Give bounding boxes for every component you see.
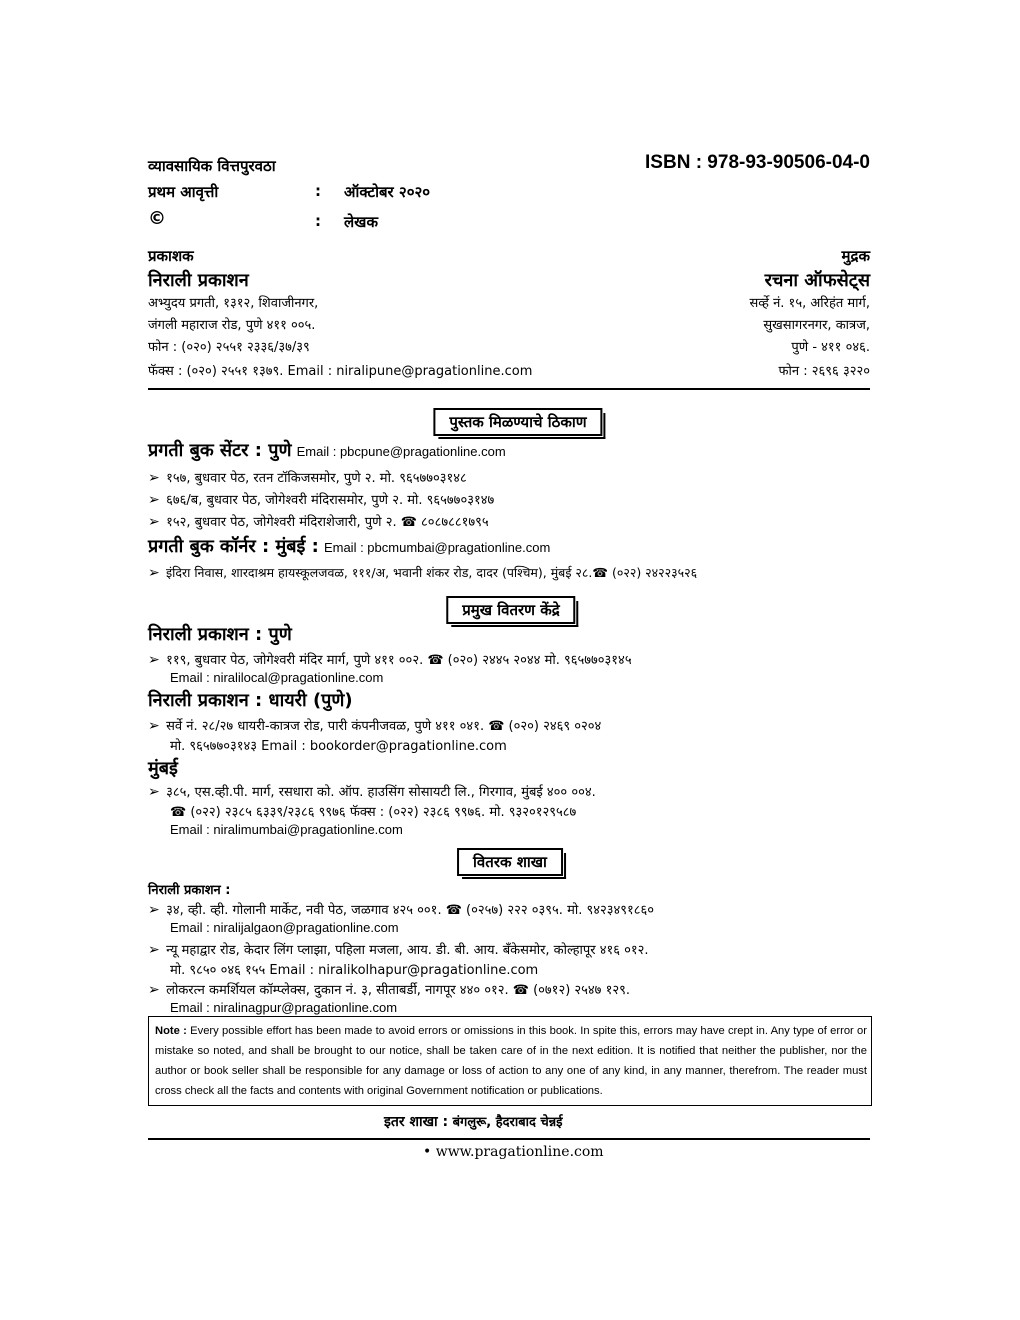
section-heading-centres: प्रमुख वितरण केंद्रे: [446, 596, 575, 624]
list-item: ➢ ३८५, एस.व्ही.पी. मार्ग, रसधारा को. ऑप. हाउसिंग सोसायटी लि., गिरगाव, मुंबई ४०० ००४.: [148, 784, 596, 800]
publisher-address-1: अभ्युदय प्रगती, १३१२, शिवाजीनगर,: [148, 296, 319, 311]
arrow-bullet-icon: ➢: [148, 982, 160, 998]
publisher-phone: फोन : (०२०) २५५१ २३३६/३७/३९: [148, 340, 310, 355]
publisher-name: निराली प्रकाशन: [148, 270, 249, 291]
mumbai-email: Email : niralimumbai@pragationline.com: [170, 822, 403, 837]
edition-label: प्रथम आवृत्ती: [148, 183, 219, 201]
list-item: ➢ न्यू महाद्वार रोड, केदार लिंग प्लाझा, पहिला मजला, आय. डी. बी. आय. बँकेसमोर, कोल्हापूर ४१६ ०१२.: [148, 942, 649, 958]
mumbai-title: मुंबई: [148, 758, 178, 779]
publisher-label: प्रकाशक: [148, 247, 194, 265]
arrow-bullet-icon: ➢: [148, 784, 160, 800]
pbc-pune-header: [148, 438, 506, 462]
arrow-bullet-icon: ➢: [148, 565, 160, 581]
list-item: ➢ लोकरत्न कमर्शियल कॉम्प्लेक्स, दुकान नं. ३, सीताबर्डी, नागपूर ४४० ०१२. ☎ (०७१२) २५४७ १२९.: [148, 982, 630, 998]
arrow-bullet-icon: ➢: [148, 514, 160, 530]
list-item: ➢ ११९, बुधवार पेठ, जोगेश्वरी मंदिर मार्ग, पुणे ४११ ००२. ☎ (०२०) २४४५ २०४४ मो. ९६५७७०३१४५: [148, 652, 632, 668]
publisher-fax-email: फॅक्स : (०२०) २५५१ १३७९. Email : niralipune@pragationline.com: [148, 364, 533, 379]
arrow-bullet-icon: ➢: [148, 942, 160, 958]
edition-value: ऑक्टोबर २०२०: [344, 183, 431, 201]
printer-label: मुद्रक: [841, 247, 870, 265]
list-item: ➢ १५२, बुधवार पेठ, जोगेश्वरी मंदिराशेजारी, पुणे २. ☎ ८०८७८८१७९५: [148, 514, 489, 530]
arrow-bullet-icon: ➢: [148, 652, 160, 668]
copyright-sep: :: [315, 212, 321, 230]
printer-address-1: सर्व्हे नं. १५, अरिहंत मार्ग,: [749, 296, 870, 311]
mumbai-contact: ☎ (०२२) २३८५ ६३३९/२३८६ ९९७६ फॅक्स : (०२२) २३८६ ९९७६. मो. ९३२०१२९५८७: [170, 805, 577, 820]
pbc-mumbai-header: [148, 534, 550, 558]
note-label: Note :: [155, 1025, 187, 1037]
arrow-bullet-icon: ➢: [148, 718, 160, 734]
nirali-pune-email: Email : niralilocal@pragationline.com: [170, 670, 384, 685]
list-item: ➢ इंदिरा निवास, शारदाश्रम हायस्कूलजवळ, १११/अ, भवानी शंकर रोड, दादर (पश्चिम), मुंबई २८.☎ (०२२) २४२२३५२६: [148, 565, 698, 581]
other-branches-label: इतर शाखा :: [384, 1114, 449, 1130]
list-item: ➢ ६७६/ब, बुधवार पेठ, जोगेश्वरी मंदिरासमोर, पुणे २. मो. ९६५७७०३१४७: [148, 492, 495, 508]
list-item: ➢ सर्वे नं. २८/२७ धायरी-कात्रज रोड, पारी कंपनीजवळ, पुणे ४११ ०४१. ☎ (०२०) २४६९ ०२०४: [148, 718, 602, 734]
arrow-bullet-icon: ➢: [148, 902, 160, 918]
copyright-value: लेखक: [344, 213, 378, 231]
printer-address-2: सुखसागरनगर, कात्रज,: [763, 318, 870, 333]
note-text: Every possible effort has been made to avoid errors or omissions in this book. In spite this, errors may have crept in. Any type of error or mistake so noted, and shall be brought to our notice, shall be taken care of in the next edition. It is notified that neither the publisher, nor the author or book seller shall be responsible for any damage or loss of action to any one of any kind, in any manner, therefrom. The reader must cross check all the facts and contents with original Government notification or publications.: [155, 1025, 867, 1097]
jalgaon-email: Email : niralijalgaon@pragationline.com: [170, 920, 399, 935]
section-heading-books: पुस्तक मिळण्याचे ठिकाण: [433, 408, 602, 436]
arrow-bullet-icon: ➢: [148, 470, 160, 486]
publisher-address-2: जंगली महाराज रोड, पुणे ४११ ००५.: [148, 318, 316, 333]
pbc-pune-email: Email : pbcpune@pragationline.com: [296, 444, 506, 459]
website-link[interactable]: • www.pragationline.com: [423, 1144, 604, 1160]
list-item: ➢ १५७, बुधवार पेठ, रतन टॉकिजसमोर, पुणे २. मो. ९६५७७०३१४८: [148, 470, 467, 486]
section-heading-branches: वितरक शाखा: [457, 848, 563, 876]
other-branches: [384, 1112, 563, 1131]
kolhapur-contact: मो. ९८५० ०४६ १५५ Email : niralikolhapur@pragationline.com: [170, 963, 539, 978]
divider-top: [148, 388, 870, 390]
printer-phone: फोन : २६९६ ३२२०: [778, 364, 870, 379]
nirali-dhayari-title: निराली प्रकाशन : धायरी (पुणे): [148, 690, 353, 711]
disclaimer-note: [148, 1016, 872, 1106]
copyright-symbol: ©: [148, 208, 166, 229]
nagpur-email: Email : niralinagpur@pragationline.com: [170, 1000, 398, 1015]
pbc-pune-title: प्रगती बुक सेंटर : पुणे: [148, 440, 292, 461]
pbc-mumbai-title: प्रगती बुक कॉर्नर : मुंबई :: [148, 536, 319, 557]
other-branches-value: बंगलुरू, हैदराबाद चेन्नई: [452, 1115, 563, 1130]
list-item: ➢ ३४, व्ही. व्ही. गोलानी मार्केट, नवी पेठ, जळगाव ४२५ ००१. ☎ (०२५७) २२२ ०३९५. मो. ९४२३४९१८६०: [148, 902, 655, 918]
printer-name: रचना ऑफसेट्स: [764, 270, 870, 291]
isbn: ISBN : 978-93-90506-04-0: [645, 152, 870, 173]
nirali-dhayari-contact: मो. ९६५७७०३१४३ Email : bookorder@pragationline.com: [170, 739, 507, 754]
nirali-pune-title: निराली प्रकाशन : पुणे: [148, 624, 292, 645]
printer-address-3: पुणे - ४११ ०४६.: [791, 340, 870, 355]
book-title: व्यावसायिक वित्तपुरवठा: [148, 157, 276, 175]
edition-sep: :: [315, 182, 321, 200]
branches-label: निराली प्रकाशन :: [148, 883, 231, 898]
pbc-mumbai-email: Email : pbcmumbai@pragationline.com: [323, 540, 551, 555]
divider-bottom: [148, 1138, 870, 1140]
arrow-bullet-icon: ➢: [148, 492, 160, 508]
